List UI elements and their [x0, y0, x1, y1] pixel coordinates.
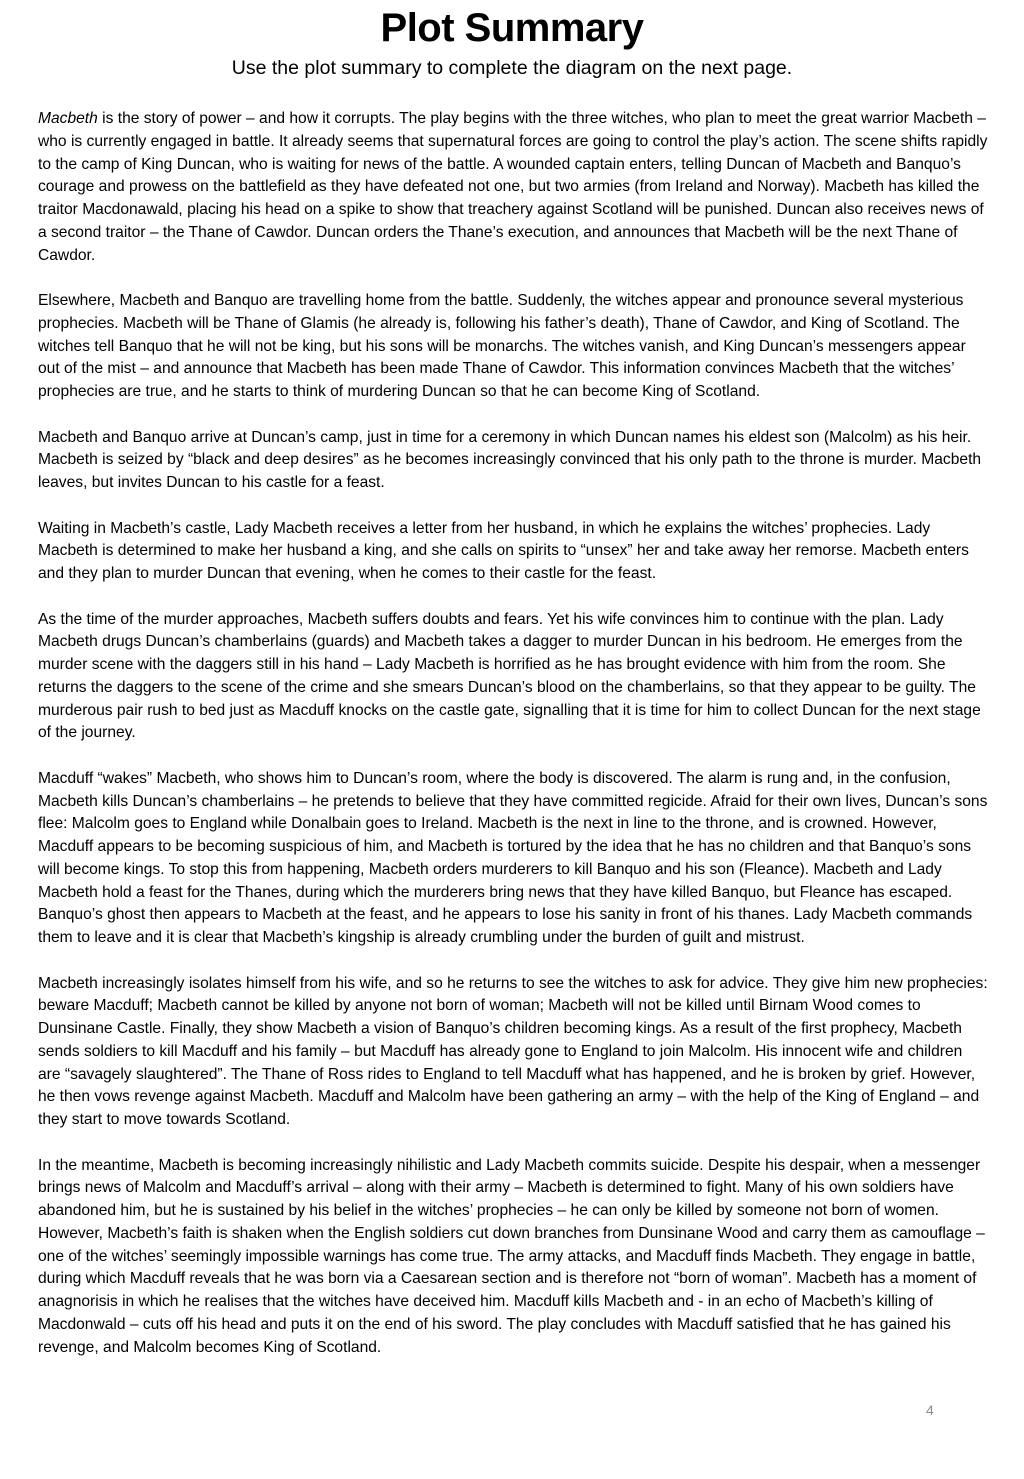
page-subtitle: Use the plot summary to complete the diagram on the next page.	[231, 57, 793, 79]
paragraph-3: Macbeth and Banquo arrive at Duncan’s camp, just in time for a ceremony in which Duncan names his eldest son (Malcolm) as his heir. Macbeth is seized by “black and deep desires” as he becomes increasingly convinced that his only path to the throne is murder. Macbeth leaves, but invites Duncan to his castle for a feast.	[38, 428, 982, 491]
paragraph-8: In the meantime, Macbeth is becoming increasingly nihilistic and Lady Macbeth commits suicide. Despite his despair, when a messenger brings news of Malcolm and Macduff’s arrival – along with their army – Macbeth is determined to fight. Many of his own soldiers have abandoned him, but he is sustained by his belief in the witches’ prophecies – he can only be killed by someone not born of women. However, Macbeth’s faith is shaken when the English soldiers cut down branches from Dunsinane Wood and carry them as camouflage – one of the witches’ seemingly impossible warnings has come true. The army attacks, and Macduff finds Macbeth. They engage in battle, during which Macduff reveals that he was born via a Caesarean section and is therefore not “born of woman”. Macbeth has a moment of anagnorisis in which he realises that the witches have deceived him. Macduff kills Macbeth and - in an echo of Macbeth’s killing of Macdonwald – cuts off his head and puts it on the end of his sword. The play concludes with Macduff satisfied that he has gained his revenge, and Malcolm becomes King of Scotland.	[38, 1156, 985, 1356]
paragraph-2: Elsewhere, Macbeth and Banquo are travelling home from the battle. Suddenly, the witches appear and pronounce several mysterious prophecies. Macbeth will be Thane of Glamis (he already is, following his father’s death), Thane of Cawdor, and King of Scotland. The witches tell Banquo that he will not be king, but his sons will be monarchs. The witches vanish, and King Duncan’s messengers appear out of the mist – and announce that Macbeth has been made Thane of Cawdor. This information convinces Macbeth that the witches’ prophecies are true, and he starts to think of murdering Duncan so that he can become King of Scotland.	[38, 292, 966, 400]
paragraph-4: Waiting in Macbeth’s castle, Lady Macbeth receives a letter from her husband, in which he explains the witches’ prophecies. Lady Macbeth is determined to make her husband a king, and she calls on spirits to “unsex” her and take away her remorse. Macbeth enters and they plan to murder Duncan that evening, when he comes to their castle for the feast.	[38, 519, 969, 582]
paragraph-1-text: is the story of power – and how it corrupts. The play begins with the three witches, who plan to meet the great warrior Macbeth – who is currently engaged in battle. It already seems that supernatural forces are going to control the play’s action. The scene shifts rapidly to the camp of King Duncan, who is waiting for news of the battle. A wounded captain enters, telling Duncan of Macbeth and Banquo’s courage and prowess on the battlefield as they have defeated not one, but two armies (from Ireland and Norway). Macbeth has killed the traitor Macdonawald, placing his head on a spike to show that treachery against Scotland will be punished. Duncan also receives news of a second traitor – the Thane of Cawdor. Duncan orders the Thane’s execution, and announces that Macbeth will be the next Thane of Cawdor.	[38, 110, 988, 264]
paragraph-5: As the time of the murder approaches, Macbeth suffers doubts and fears. Yet his wife convinces him to continue with the plan. Lady Macbeth drugs Duncan’s chamberlains (guards) and Macbeth takes a dagger to murder Duncan in his bedroom. He emerges from the murder scene with the daggers still in his hand – Lady Macbeth is horrified as he has brought evidence with him from the room. She returns the daggers to the scene of the crime and she smears Duncan’s blood on the chamberlains, so that they appear to be guilty. The murderous pair rush to bed just as Macduff knocks on the castle gate, signalling that it is time for him to collect Duncan for the next stage of the journey.	[38, 610, 981, 742]
page-title: Plot Summary	[380, 6, 644, 50]
paragraph-6: Macduff “wakes” Macbeth, who shows him to Duncan’s room, where the body is discovered. The alarm is rung and, in the confusion, Macbeth kills Duncan’s chamberlains – he pretends to believe that they have committed regicide. Afraid for their own lives, Duncan’s sons flee: Malcolm goes to England while Donalbain goes to Ireland. Macbeth is the next in line to the throne, and is crowned. However, Macduff appears to be becoming suspicious of him, and Macbeth is tortured by the idea that he has no children and that Banquo’s sons will become kings. To stop this from happening, Macbeth orders murderers to kill Banquo and his son (Fleance). Macbeth and Lady Macbeth hold a feast for the Thanes, during which the murderers bring news that they have killed Banquo, but Fleance has escaped. Banquo’s ghost then appears to Macbeth at the feast, and he appears to lose his sanity in front of his thanes. Lady Macbeth commands them to leave and it is clear that Macbeth’s kingship is already crumbling under the burden of guilt and mistrust.	[38, 769, 988, 946]
paragraph-1	[38, 108, 988, 267]
plot-summary-body	[38, 108, 988, 1359]
page-number: 4	[926, 1402, 934, 1418]
paragraph-7: Macbeth increasingly isolates himself from his wife, and so he returns to see the witches to ask for advice. They give him new prophecies: beware Macduff; Macbeth cannot be killed by anyone not born of woman; Macbeth will not be killed until Birnam Wood comes to Dunsinane Castle. Finally, they show Macbeth a vision of Banquo’s children becoming kings. As a result of the first prophecy, Macbeth sends soldiers to kill Macduff and his family – but Macduff has already gone to England to join Malcolm. His innocent wife and children are “savagely slaughtered”. The Thane of Ross rides to England to tell Macduff what has happened, and he is broken by grief. However, he then vows revenge against Macbeth. Macduff and Malcolm have been gathering an army – with the help of the King of England – and they start to move towards Scotland.	[38, 974, 988, 1128]
play-title-italic: Macbeth	[38, 110, 98, 127]
